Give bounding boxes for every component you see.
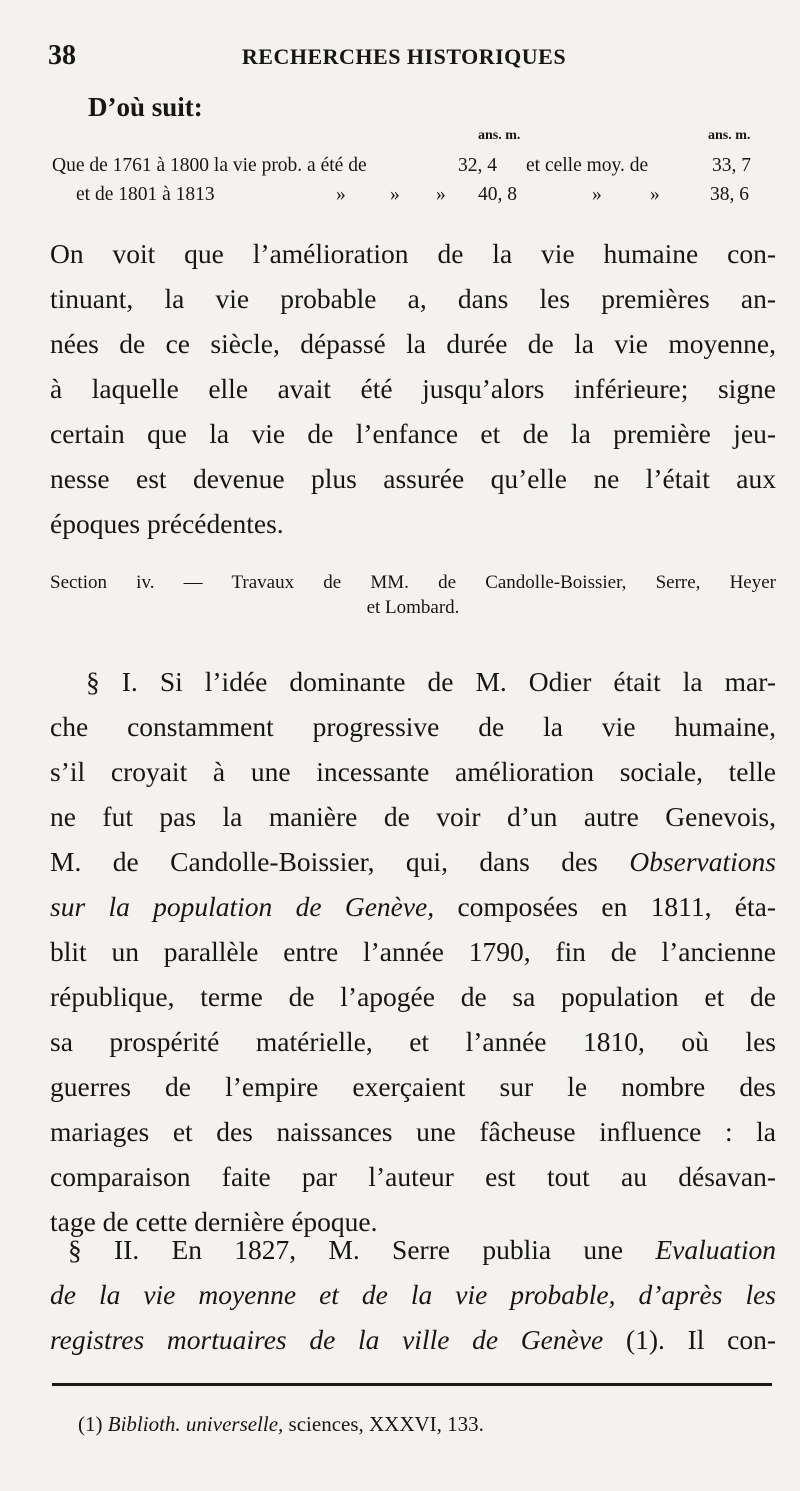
footnote bbox=[78, 1412, 484, 1437]
text-line: sa prospérité matérielle, et l’année 1810, où les bbox=[50, 1026, 776, 1057]
text-line: comparaison faite par l’auteur est tout au désavan- bbox=[50, 1161, 776, 1192]
ditto-mark: » bbox=[390, 184, 400, 205]
paragraph-2 bbox=[50, 659, 776, 1244]
page-header bbox=[48, 40, 760, 80]
footnote-source: Biblioth. universelle, bbox=[107, 1412, 284, 1436]
italic-title: Evaluation bbox=[655, 1234, 776, 1265]
unit-label-moyenne: ans. m. bbox=[708, 128, 751, 143]
text-line bbox=[50, 884, 776, 929]
ditto-mark: » bbox=[436, 184, 446, 205]
footnote-reference: sciences, XXXVI, 133. bbox=[288, 1412, 484, 1436]
row-mid-text: et celle moy. de bbox=[526, 155, 649, 176]
text-line bbox=[50, 1227, 776, 1272]
italic-title: de la vie moyenne et de la vie probable, d’après les bbox=[50, 1279, 776, 1310]
text-line: certain que la vie de l’enfance et de la première jeu- bbox=[50, 418, 776, 449]
text-line bbox=[50, 839, 776, 884]
text-line bbox=[50, 1272, 776, 1317]
value-moyenne: 38, 6 bbox=[710, 184, 749, 205]
footnote-divider bbox=[52, 1383, 772, 1386]
text-line bbox=[50, 1317, 776, 1362]
value-moyenne: 33, 7 bbox=[712, 155, 751, 176]
text-line: époques précédentes. bbox=[50, 508, 284, 539]
value-probable: 32, 4 bbox=[458, 155, 497, 176]
text-line: mariages et des naissances une fâcheuse influence : la bbox=[50, 1116, 776, 1147]
italic-title: registres mortuaires de la ville de Genève bbox=[50, 1324, 604, 1355]
section-heading bbox=[50, 570, 776, 620]
ditto-mark: » bbox=[650, 184, 660, 205]
text-line: che constamment progressive de la vie humaine, bbox=[50, 711, 776, 742]
text-line: § I. Si l’idée dominante de M. Odier était la mar- bbox=[86, 666, 776, 697]
text-fragment: M. de Candolle-Boissier, qui, dans des bbox=[50, 846, 598, 877]
running-title: RECHERCHES HISTORIQUES bbox=[241, 44, 567, 69]
text-fragment: composées en 1811, éta- bbox=[457, 891, 776, 922]
text-line: ne fut pas la manière de voir d’un autre Genevois, bbox=[50, 801, 776, 832]
intro-text: D’où suit: bbox=[88, 92, 203, 122]
text-line: tinuant, la vie probable a, dans les premières an- bbox=[50, 283, 776, 314]
section-heading-line: et Lombard. bbox=[366, 597, 460, 618]
page-number: 38 bbox=[48, 40, 76, 71]
text-line: On voit que l’amélioration de la vie humaine con- bbox=[50, 238, 776, 269]
ditto-mark: » bbox=[336, 184, 346, 205]
paragraph-1 bbox=[50, 231, 776, 546]
value-probable: 40, 8 bbox=[478, 184, 517, 205]
ditto-mark: » bbox=[592, 184, 602, 205]
text-line: s’il croyait à une incessante amélioration sociale, telle bbox=[50, 756, 776, 787]
text-line: nées de ce siècle, dépassé la durée de la vie moyenne, bbox=[50, 328, 776, 359]
text-line: tage de cette dernière époque. bbox=[50, 1206, 378, 1237]
row-label: Que de 1761 à 1800 la vie prob. a été de bbox=[52, 155, 367, 176]
text-line: république, terme de l’apogée de sa population et de bbox=[50, 981, 776, 1012]
unit-label-probable: ans. m. bbox=[478, 128, 521, 143]
italic-title: Observations bbox=[629, 846, 776, 877]
footnote-marker: (1) bbox=[78, 1412, 103, 1436]
italic-title: sur la population de Genève, bbox=[50, 891, 435, 922]
row-label: et de 1801 à 1813 bbox=[76, 184, 215, 205]
text-line: nesse est devenue plus assurée qu’elle ne l’était aux bbox=[50, 463, 776, 494]
text-fragment: § II. En 1827, M. Serre publia une bbox=[68, 1234, 624, 1265]
text-line: guerres de l’empire exerçaient sur le nombre des bbox=[50, 1071, 776, 1102]
text-line: blit un parallèle entre l’année 1790, fin de l’ancienne bbox=[50, 936, 776, 967]
paragraph-3 bbox=[50, 1227, 776, 1362]
section-heading-line: Section iv. — Travaux de MM. de Candolle-Boissier, Serre, Heyer bbox=[50, 572, 776, 593]
text-fragment: (1). Il con- bbox=[625, 1324, 776, 1355]
text-line: à laquelle elle avait été jusqu’alors inférieure; signe bbox=[50, 373, 776, 404]
